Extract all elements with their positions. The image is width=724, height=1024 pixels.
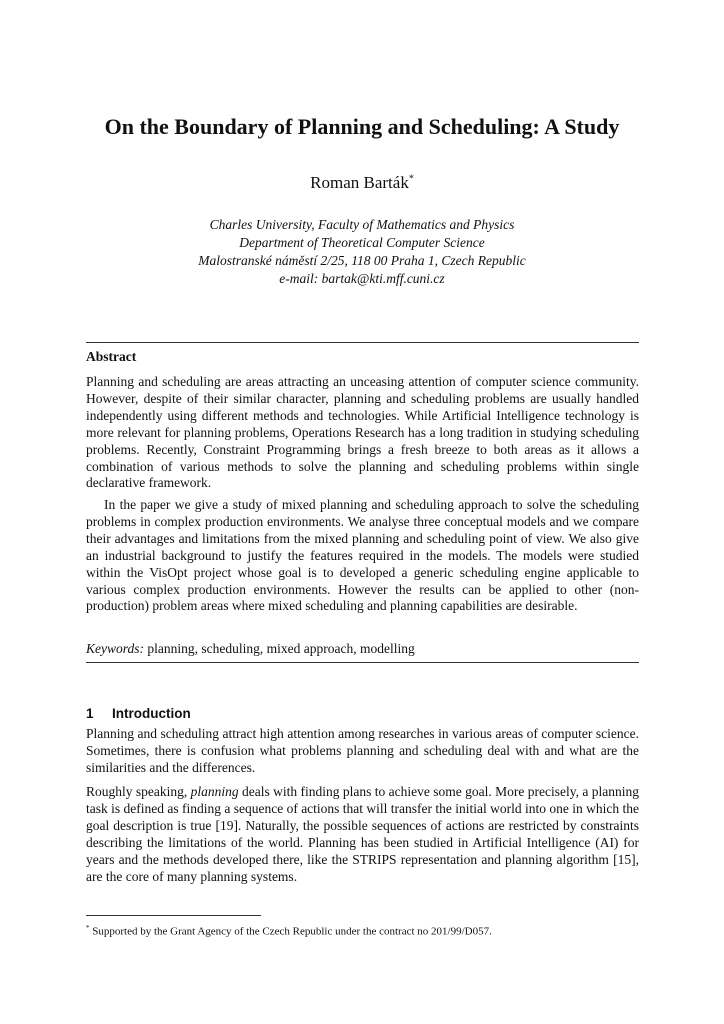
keywords-label: Keywords: — [86, 641, 144, 656]
abstract-paragraph-1: Planning and scheduling are areas attracting an unceasing attention of computer science community. However, despite of their similar character, planning and scheduling problems are usually handled independently using different methods and technologies. While Artificial Intelligence technology is more relevant for planning problems, Operations Research has a long tradition in studying scheduling problems. Recently, Constraint Programming brings a fresh breeze to both areas as it allows a combination of various methods to solve the planning and scheduling problems within single declarative framework. — [86, 374, 639, 491]
footnote-text: Supported by the Grant Agency of the Czech Republic under the contract no 201/99/D057. — [89, 925, 492, 938]
section-heading — [86, 706, 191, 721]
footnote-rule — [86, 915, 261, 916]
affiliation-line: Charles University, Faculty of Mathematics and Physics — [209, 217, 515, 232]
footnote-mark: * — [86, 924, 90, 932]
keywords-line — [86, 640, 639, 657]
affiliation-line: Malostranské náměstí 2/25, 118 00 Praha 1, Czech Republic — [198, 253, 526, 268]
section-title: Introduction — [112, 706, 191, 721]
author-name: Roman Barták — [310, 173, 409, 192]
paper-title: On the Boundary of Planning and Scheduling: A Study — [104, 114, 620, 139]
author-footnote-mark: * — [408, 173, 414, 185]
keywords-text: planning, scheduling, mixed approach, modelling — [147, 641, 415, 656]
author-line — [0, 173, 724, 193]
email-line: e-mail: bartak@kti.mff.cuni.cz — [279, 271, 445, 286]
abstract-top-rule — [86, 342, 639, 343]
abstract-bottom-rule — [86, 662, 639, 663]
affiliation — [60, 216, 664, 288]
abstract-heading: Abstract — [86, 349, 137, 364]
section-number: 1 — [86, 706, 94, 721]
intro-paragraph-1: Planning and scheduling attract high attention among researches in various areas of computer science. Sometimes, there is confusion what problems planning and scheduling deal with and what are the similarities and the differences. — [86, 726, 639, 775]
intro-paragraph-2-rest: deals with finding plans to achieve some goal. More precisely, a planning task is defined as finding a sequence of actions that will transfer the initial world into one in which the goal description is true [19]. Naturally, the possible sequences of actions are restricted by constraints describing the limitations of the world. Planning has been studied in Artificial Intelligence (AI) for years and the methods developed there, like the STRIPS representation and planning algorithm [15], are the core of many planning systems. — [86, 784, 639, 884]
affiliation-line: Department of Theoretical Computer Science — [239, 235, 485, 250]
planning-emphasis: planning — [190, 784, 239, 799]
intro-paragraph-2-start: Roughly speaking, — [86, 784, 191, 799]
abstract-paragraph-2: In the paper we give a study of mixed planning and scheduling approach to solve the scheduling problems in complex production environments. We analyse three conceptual models and we compare their advantages and limitations from the mixed planning and scheduling point of view. We also give an industrial background to justify the features required in the models. The models were studied within the VisOpt project whose goal is to developed a generic scheduling engine applicable to various complex production environments. However the results can be applied to other (non-production) problem areas where mixed scheduling and planning capabilities are desirable. — [86, 497, 639, 614]
intro-paragraph-2 — [86, 784, 639, 885]
footnote — [86, 921, 639, 939]
